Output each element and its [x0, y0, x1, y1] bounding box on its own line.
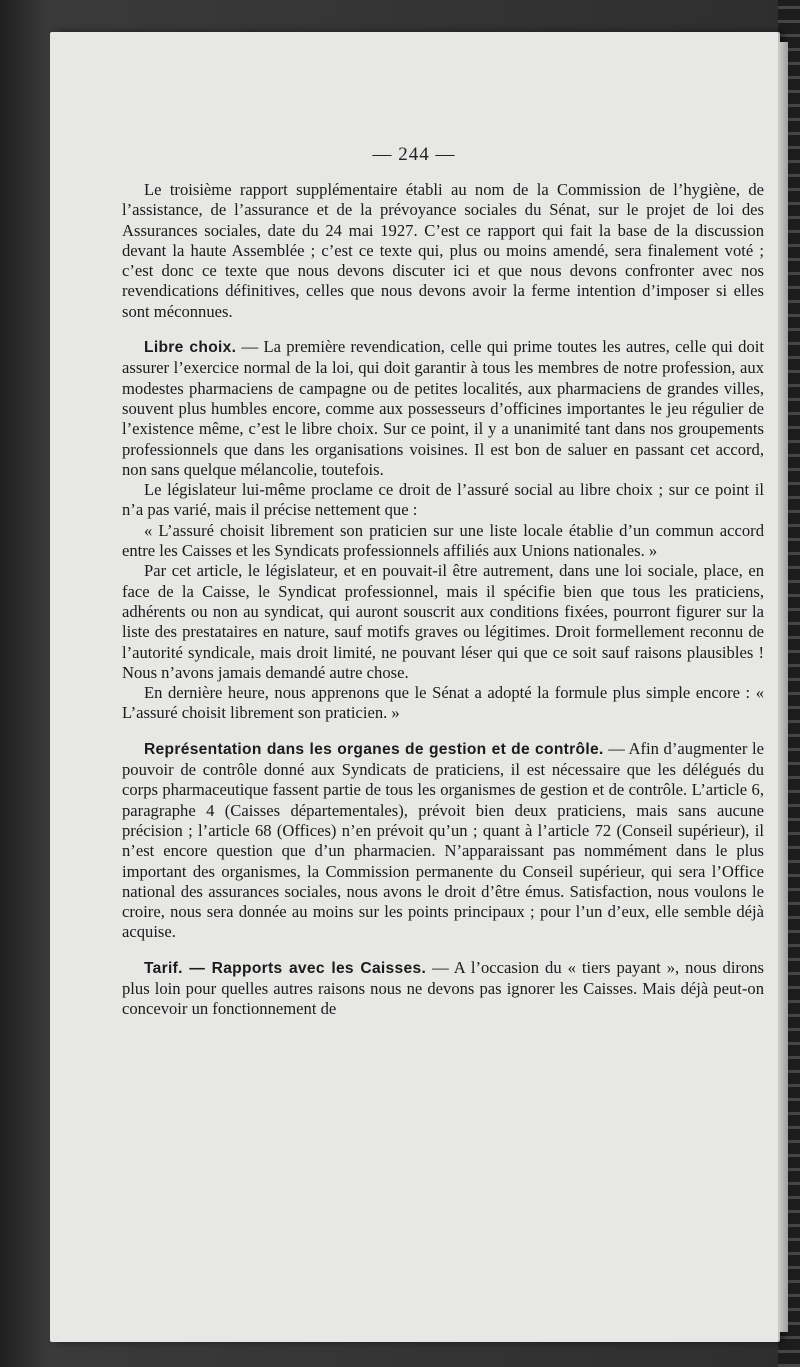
paragraph-legislateur: Le législateur lui-même proclame ce droit de l’assuré social au libre choix ; sur ce point il n’a pas varié, mais il précise nettement que : [122, 480, 764, 520]
page-text-body [122, 180, 764, 1020]
paragraph-representation [122, 739, 764, 943]
section-heading-representation: Représentation dans les organes de gestion et de contrôle. [144, 740, 604, 758]
paragraph-representation-text: — Afin d’augmenter le pouvoir de contrôle donné aux Syndicats de praticiens, il est nécessaire que les délégués du corps pharmaceutique fassent partie de tous les organismes de gestion et de contrôle. L’article 6, paragraphe 4 (Caisses départementales), prévoit bien deux praticiens, mais sans aucune précision ; l’article 68 (Offices) n’en prévoit qu’un ; quant à l’article 72 (Conseil supérieur), il n’est encore question que d’un pharmacien. N’apparaissant pas nommément dans le plus important des organismes, la Commission permanente du Conseil supérieur, qui sera l’Office national des assurances sociales, nous avons le droit d’être émus. Satisfaction, nous voulons le croire, nous sera donnée au moins sur les points principaux ; pour l’un d’eux, elle semble déjà acquise. [122, 738, 764, 942]
paragraph-libre-choix-text: — La première revendication, celle qui prime toutes les autres, celle qui doit assurer l’exercice normal de la loi, qui doit garantir à tous les membres de notre profession, aux modestes pharmaciens de campagne ou de petites localités, aux pharmaciens de grandes villes, souvent plus humbles encore, comme aux possesseurs d’officines importantes le jeu régulier de l’existence même, c’est le libre choix. Sur ce point, il y a unanimité tant dans nos groupements professionnels que dans les organisations voisines. Il est bon de saluer en passant cet accord, non sans quelque mélancolie, toutefois. [122, 337, 764, 479]
paragraph-derniere-heure: En dernière heure, nous apprenons que le Sénat a adopté la formule plus simple encore : « L’assuré choisit librement son praticien. » [122, 683, 764, 723]
paragraph-article: Par cet article, le législateur, et en pouvait-il être autrement, dans une loi sociale, place, en face de la Caisse, le Syndicat professionnel, mais il spécifie bien que tous les praticiens, adhérents ou non au syndicat, qui auront souscrit aux conditions fixées, pourront figurer sur la liste des prestataires en nature, sauf motifs graves ou légitimes. Droit formellement reconnu de l’autorité syndicale, mais droit limité, ne pouvant léser qui que ce soit sauf raisons plausibles ! Nous n’avons jamais demandé autre chose. [122, 561, 764, 682]
section-heading-tarif: Tarif. — Rapports avec les Caisses. [144, 959, 427, 977]
paragraph-intro: Le troisième rapport supplémentaire établi au nom de la Commission de l’hygiène, de l’assistance, de l’assurance et de la prévoyance sociales du Sénat, sur le projet de loi des Assurances sociales, date du 24 mai 1927. C’est ce rapport qui fait la base de la discussion devant la haute Assemblée ; c’est ce texte qui, plus ou moins amendé, sera finalement voté ; c’est donc ce texte que nous devons discuter ici et que nous devons confronter avec nos revendications définitives, celles que nous devons avoir la ferme intention d’imposer si elles sont méconnues. [122, 180, 764, 321]
section-heading-libre-choix: Libre choix. [144, 339, 237, 357]
page-number: — 244 — [372, 144, 456, 165]
paragraph-tarif [122, 958, 764, 1020]
paragraph-tarif-text: — A l’occasion du « tiers payant », nous dirons plus loin pour quelles autres raisons nous ne devons pas ignorer les Caisses. Mais déjà peut-on concevoir un fonctionnement de [122, 957, 765, 1019]
paragraph-quote-liste: « L’assuré choisit librement son praticien sur une liste locale établie d’un commun accord entre les Caisses et les Syndicats professionnels affiliés aux Unions nationales. » [122, 520, 764, 561]
paragraph-libre-choix [122, 337, 764, 480]
